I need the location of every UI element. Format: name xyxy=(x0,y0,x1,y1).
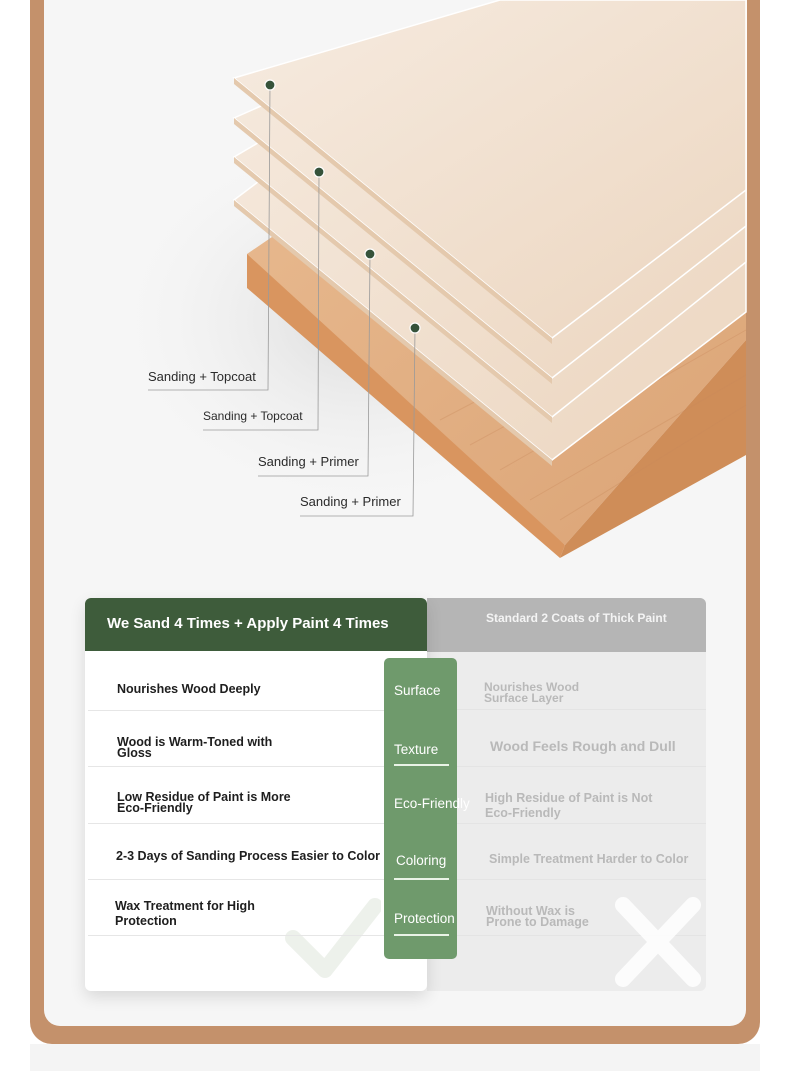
divider xyxy=(427,823,706,824)
callout-dot-4 xyxy=(410,323,420,333)
left-row-surface: Nourishes Wood Deeply xyxy=(117,682,261,696)
left-row-texture: Wood is Warm-Toned with Gloss xyxy=(117,735,273,760)
callout-dot-3 xyxy=(365,249,375,259)
divider xyxy=(88,935,427,936)
callout-label-1: Sanding + Topcoat xyxy=(148,369,256,384)
callout-label-2: Sanding + Topcoat xyxy=(203,409,303,423)
right-row-texture: Wood Feels Rough and Dull xyxy=(490,738,676,754)
category-underline xyxy=(394,764,449,766)
category-texture: Texture xyxy=(394,742,439,757)
right-row-surface: Nourishes Wood Surface Layer xyxy=(484,680,580,705)
category-eco-friendly: Eco-Friendly xyxy=(394,796,470,811)
category-coloring: Coloring xyxy=(396,853,447,868)
right-row-eco: High Residue of Paint is Not Eco-Friendly xyxy=(485,791,653,820)
divider xyxy=(88,823,427,824)
left-row-protection: Wax Treatment for High Protection xyxy=(115,899,255,928)
callout-dot-1 xyxy=(265,80,275,90)
left-row-eco: Low Residue of Paint is More Eco-Friendly xyxy=(117,790,291,815)
divider xyxy=(427,766,706,767)
category-column xyxy=(384,658,470,959)
bottom-strip xyxy=(30,1044,760,1071)
our-process-card xyxy=(85,598,427,991)
divider xyxy=(88,879,427,880)
category-underline xyxy=(394,878,449,880)
check-icon xyxy=(285,894,381,984)
right-row-protection: Without Wax is Prone to Damage xyxy=(486,904,589,929)
right-row-coloring: Simple Treatment Harder to Color xyxy=(489,852,689,866)
callout-label-3: Sanding + Primer xyxy=(258,454,359,469)
standard-header xyxy=(427,598,706,652)
callout-label-4: Sanding + Primer xyxy=(300,494,401,509)
divider xyxy=(427,879,706,880)
divider xyxy=(88,710,427,711)
standard-comparison-card xyxy=(427,598,706,991)
category-surface: Surface xyxy=(394,683,441,698)
category-protection: Protection xyxy=(394,911,455,926)
cross-icon xyxy=(609,893,706,989)
standard-title: Standard 2 Coats of Thick Paint xyxy=(486,611,667,625)
left-row-coloring: 2-3 Days of Sanding Process Easier to Color xyxy=(116,849,380,863)
our-process-title: We Sand 4 Times + Apply Paint 4 Times xyxy=(107,615,389,632)
our-process-header xyxy=(85,598,427,651)
category-underline xyxy=(394,934,449,936)
callout-dot-2 xyxy=(314,167,324,177)
divider xyxy=(88,766,427,767)
divider xyxy=(427,709,706,710)
